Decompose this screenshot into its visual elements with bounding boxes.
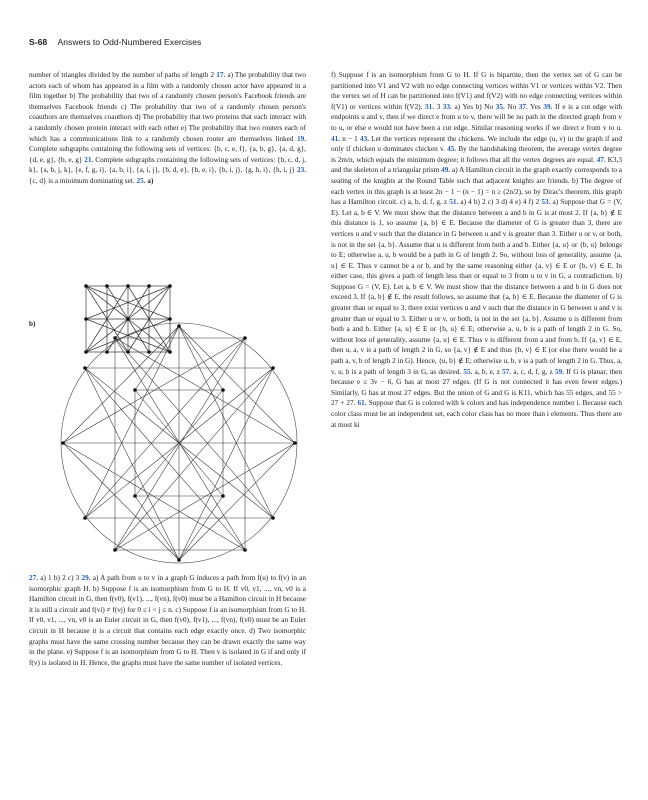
running-title: Answers to Odd-Numbered Exercises	[57, 37, 202, 47]
figure-25b-graph	[55, 318, 303, 568]
answers-block-1: number of triangles divided by the number of paths of length 2 17. a) The probability that two actors each of whom has appeared in a film with a randomly chosen actor have appeared in a film together b) The probability that two of a randomly chosen person's Facebook friends are themselves Facebook friends c) The probability that two of a randomly chosen person's coauthors are themselves coauthors d) The probability that two proteins that each interact with a randomly chosen protein interact with each other e) The probability that two routers each of which has a communications link to a randomly chosen router are themselves linked 19. Complete subgraphs containing the following sets of vertices: {b, c, e, f}, {a, b, g}, {a, d, g}, {d, e, g}, {b, e, g} 21. Complete subgraphs containing the following sets of vertices: {b, c, d, j, k}, {a, b, j, k}, {e, f, g, i}, {a, b, i}, {a, i, j}, {b, d, e}, {b, e, i}, {b, i, j}, {g, h, i}, {h, i, j} 23. {c, d} is a minimum dominating set. 25. a)	[29, 71, 307, 185]
page-header	[29, 37, 201, 47]
right-column	[331, 70, 622, 430]
figure-b-label: b)	[29, 320, 36, 328]
answers-block-2: 27. a) 1 b) 2 c) 3 29. a) A path from u to v in a graph G induces a path from f(u) to f(v) in an isomorphic graph H. b) Suppose f is an isomorphism from G to H. If v0, v1, ..., vn, v0 is a Hamilton circuit in G, then f(v0), f(v1), ..., f(vn), f(v0) must be a Hamilton circuit in H because it is still a circuit and f(vi) ≠ f(vj) for 0 ≤ i < j ≤ n. c) Suppose f is an isomorphism from G to H. If v0, v1, ..., vn, v0 is an Euler circuit in G, then f(v0), f(v1), ..., f(vn), f(v0) must be an Euler circuit in H because it is a circuit that contains each edge exactly once. d) Two isomorphic graphs must have the same crossing number because they can be drawn exactly the same way in the plane. e) Suppose f is an isomorphism from G to H. Then v is isolated in G if and only if f(v) is isolated in H. Hence, the graphs must have the same number of isolated vertices.	[29, 574, 306, 667]
left-column-bottom	[29, 573, 306, 668]
page-number: S-68	[29, 37, 48, 47]
left-column-top	[29, 70, 306, 187]
answers-block-3: f) Suppose f is an isomorphism from G to H. If G is bipartite, then the vertex set of G can be partitioned into V1 and V2 with no edge connecting vertices within V1 or vertices within V2. Then the vertex set of H can be partitioned into f(V1) and f(V2) with no edge connecting vertices within f(V1) or vertices within f(V2). 31. 3 33. a) Yes b) No 35. No 37. Yes 39. If e is a cut edge with endpoints u and v, then if we direct e from u to v, there will be no path in the directed graph from v to u, or else e would not have been a cut edge. Similar reasoning works if we direct e from v to u. 41. n − 1 43. Let the vertices represent the chickens. We include the edge (u, v) in the graph if and only if chicken u dominates chicken v. 45. By the handshaking theorem, the average vertex degree is 2m/n, which equals the minimum degree; it follows that all the vertex degrees are equal. 47. K3,3 and the skeleton of a triangular prism 49. a) A Hamilton circuit in the graph exactly corresponds to a seating of the knights at the Round Table such that adjacent knights are friends. b) The degree of each vertex in this graph is at least 2n − 1 − (n − 1) = n ≥ (2n/2), so by Dirac's theorem, this graph has a Hamilton circuit. c) a, b, d, f, g, z 51. a) 4 b) 2 c) 3 d) 4 e) 4 f) 2 53. a) Suppose that G = (V, E). Let a, b ∈ V. We must show that the distance between a and b in G is at most 2. If {a, b} ∉ E this distance is 1, so assume {a, b} ∈ E. Because the diameter of G is greater than 3, there are vertices u and v such that the distance in G between u and v is greater than 3. Either u or v, or both, is not in the set {a, b}. Assume that u is different from both a and b. Either {a, u} or {b, u} belongs to E; otherwise a, u, b would be a path in G of length 2. So, without loss of generality, assume {a, u} ∈ E. Thus v cannot be a or b, and by the same reasoning either {a, v} ∈ E or {b, v} ∈ E. In either case, this gives a path of length less than or equal to 3 from u to v in G, a contradiction. b) Suppose G = (V, E). Let a, b ∈ V. We must show that the distance between a and b in G does not exceed 3. If {a, b} ∉ E, the result follows, so assume that {a, b} ∈ E. Because the diameter of G is greater than or equal to 3, there exist vertices u and v such that the distance in G between u and v is greater than or equal to 3. Either u or v, or both, is not in the set {a, b}. Assume u is different from both a and b. Either {a, u} ∈ E or {b, u} ∈ E; otherwise a, u, b is a path of length 2 in G. So, without loss of generality, assume {a, u} ∈ E. Thus v is different from a and from b. If {a, v} ∈ E, then u, a, v is a path of length 2 in G, so {a, v} ∉ E and thus {b, v} ∈ E (or else there would be a path a, v, b of length 2 in G). Hence, {u, b} ∉ E; otherwise u, b, v is a path of length 2 in G. Thus, a, v, u, b is a path of length 3 in G, as desired. 55. a, b, e, z 57. a, c, d, f, g, z 59. If G is planar, then because e ≤ 3v − 6, G has at most 27 edges. (If G is not connected it has even fewer edges.) Similarly, G has at most 27 edges. But the union of G and G is K11, which has 55 edges, and 55 > 27 + 27. 61. Suppose that G is colored with k colors and has independence number i. Because each color class must be an independent set, each color class has no more than i elements. Thus there are at most ki	[331, 71, 623, 429]
